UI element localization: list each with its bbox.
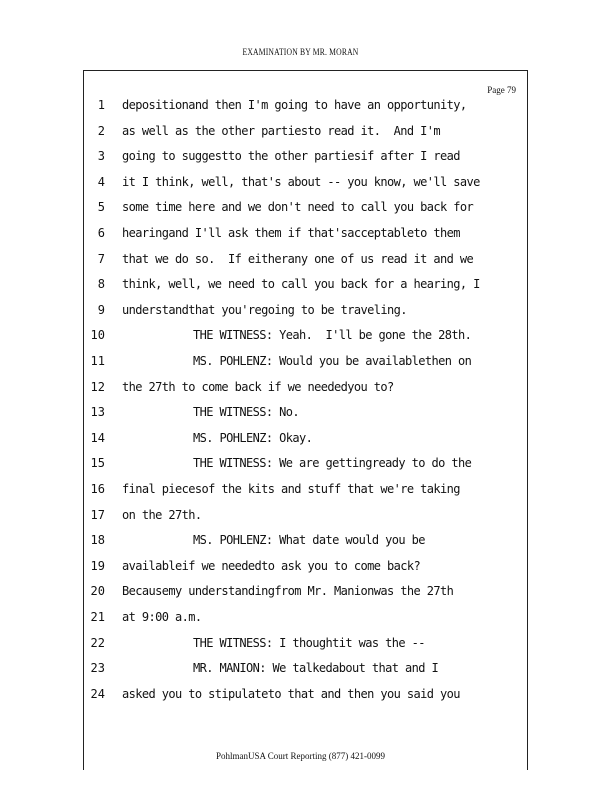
line-number: 23 [90, 661, 105, 676]
line-text: final piecesof the kits and stuff that we're taking [122, 482, 460, 496]
transcript-line [0, 277, 601, 301]
line-number: 8 [97, 277, 105, 292]
line-text: understandthat you'regoing to be traveling. [122, 302, 407, 317]
line-number: 1 [97, 98, 105, 112]
page-footer: PohlmanUSA Court Reporting (877) 421-0099 [216, 751, 385, 761]
line-number: 19 [90, 558, 105, 573]
line-number: 2 [97, 123, 105, 138]
line-number: 24 [90, 686, 105, 701]
line-text: MS. POHLENZ: Would you be availablethen on [193, 354, 472, 368]
line-number: 9 [97, 302, 105, 317]
transcript-line [0, 124, 601, 148]
transcript-line [0, 559, 601, 583]
line-text: THE WITNESS: No. [193, 405, 299, 420]
line-number: 18 [90, 533, 105, 548]
line-text: that we do so. If eitherany one of us read it and we [122, 251, 474, 266]
line-number: 4 [97, 174, 105, 189]
transcript-line [0, 636, 601, 660]
line-text: THE WITNESS: I thoughtit was the -- [193, 635, 425, 650]
transcript-line [0, 687, 601, 711]
line-number: 13 [90, 405, 105, 420]
transcript-line [0, 533, 601, 557]
line-text: THE WITNESS: We are gettingready to do the [193, 456, 472, 471]
transcript-line [0, 303, 601, 327]
transcript-line [0, 584, 601, 608]
line-text: MS. POHLENZ: Okay. [193, 430, 313, 445]
line-number: 10 [90, 328, 105, 343]
line-number: 21 [90, 610, 105, 624]
page-header: EXAMINATION BY MR. MORAN [242, 47, 359, 57]
line-text: as well as the other partiesto read it. And I'm [122, 123, 440, 138]
line-text: on the 27th. [122, 507, 202, 522]
line-text: asked you to stipulateto that and then you said you [122, 686, 460, 701]
transcript-line [0, 405, 601, 429]
transcript-line [0, 98, 601, 122]
line-number: 16 [90, 482, 105, 496]
line-number: 14 [90, 430, 105, 445]
line-number: 11 [90, 354, 105, 368]
line-text: some time here and we don't need to call you back for [122, 200, 474, 215]
transcript-line [0, 149, 601, 173]
transcript-line [0, 508, 601, 532]
line-text: hearingand I'll ask them if that'sacceptableto them [122, 226, 460, 240]
transcript-line [0, 456, 601, 480]
line-text: it I think, well, that's about -- you know, we'll save [122, 174, 480, 189]
line-number: 22 [90, 635, 105, 650]
transcript-line [0, 431, 601, 455]
line-number: 12 [90, 379, 105, 394]
line-text: MR. MANION: We talkedabout that and I [193, 661, 439, 676]
transcript-line [0, 200, 601, 224]
transcript-line [0, 354, 601, 378]
line-number: 20 [90, 584, 105, 599]
line-text: at 9:00 a.m. [122, 610, 202, 624]
line-text: availableif we neededto ask you to come back? [122, 558, 421, 573]
line-number: 7 [97, 251, 105, 266]
line-text: Becausemy understandingfrom Mr. Manionwas the 27th [122, 584, 454, 599]
transcript-line [0, 226, 601, 250]
page-number: Page 79 [487, 85, 516, 95]
transcript-line [0, 482, 601, 506]
line-text: think, well, we need to call you back for a hearing, I [122, 277, 480, 292]
transcript-line [0, 610, 601, 634]
line-number: 3 [97, 149, 105, 164]
transcript-line [0, 380, 601, 404]
line-text: the 27th to come back if we neededyou to? [122, 379, 394, 394]
line-text: depositionand then I'm going to have an opportunity, [122, 98, 467, 112]
line-number: 6 [97, 226, 105, 240]
line-number: 5 [97, 200, 105, 215]
transcript-line [0, 328, 601, 352]
line-text: going to suggestto the other partiesif after I read [122, 149, 460, 164]
line-text: MS. POHLENZ: What date would you be [193, 533, 425, 548]
line-number: 17 [90, 507, 105, 522]
transcript-line [0, 252, 601, 276]
transcript-line [0, 661, 601, 685]
line-text: THE WITNESS: Yeah. I'll be gone the 28th. [193, 328, 472, 343]
transcript-line [0, 175, 601, 199]
line-number: 15 [90, 456, 105, 471]
